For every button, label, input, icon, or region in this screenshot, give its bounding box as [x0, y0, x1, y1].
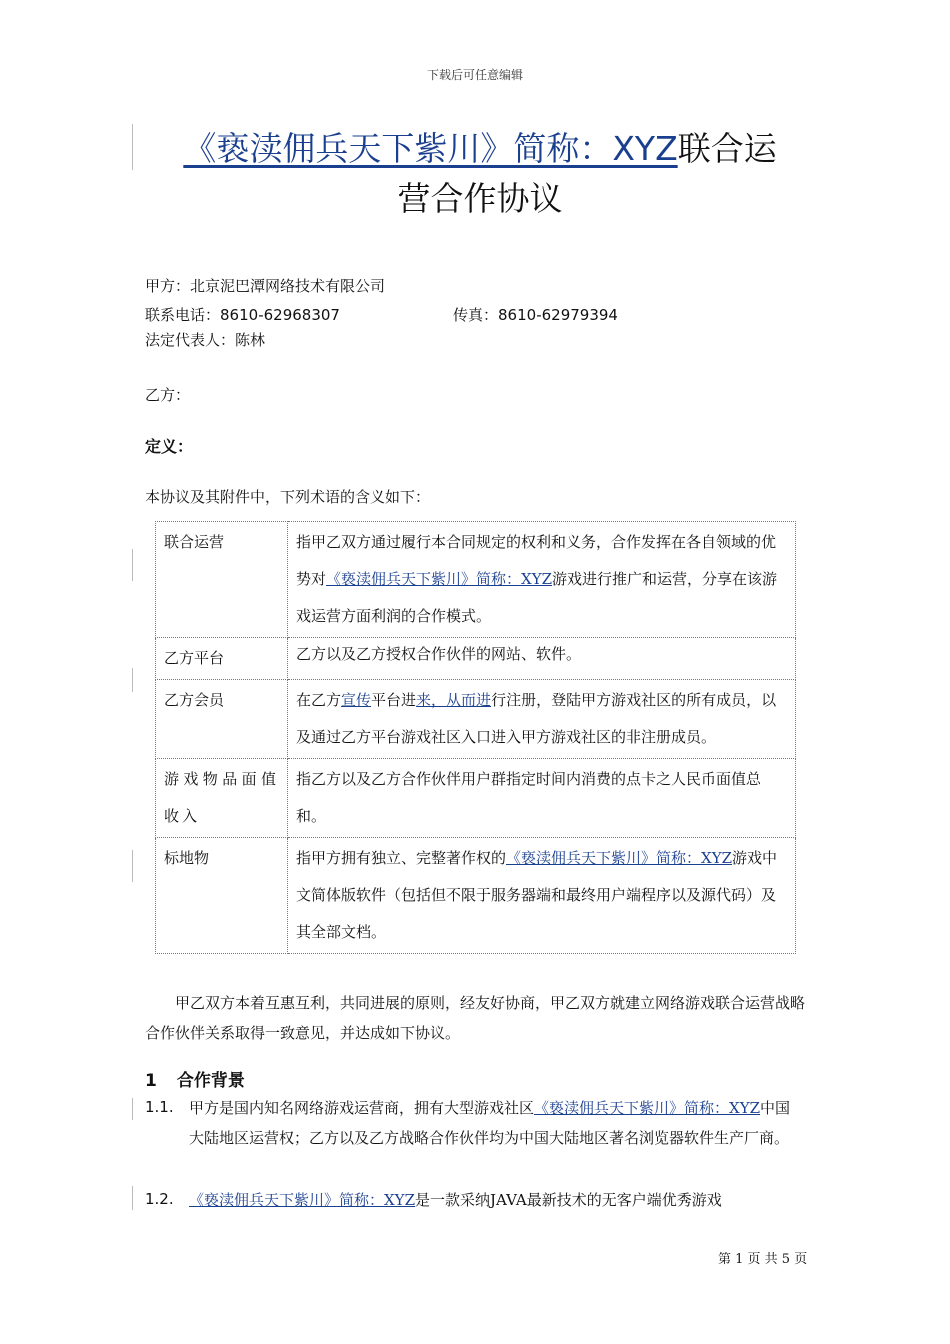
item-number: 1.1. [145, 1098, 174, 1116]
section-item [189, 1185, 799, 1215]
definition-text: 行注册，登陆甲方游戏社区的所有成员，以及通过乙方平台游戏社区入口进入甲方游戏社区的非注册成员。 [296, 691, 777, 746]
revision-mark [132, 1186, 133, 1210]
fax-value: 8610-62979394 [498, 306, 618, 324]
game-link[interactable]: 《亵渎佣兵天下紫川》简称：XYZ [326, 570, 553, 588]
term-cell: 游戏物品面值收入 [156, 759, 288, 838]
definitions-heading: 定义： [145, 437, 194, 456]
revision-mark [132, 1098, 133, 1120]
party-a-representative: 法定代表人：陈林 [145, 331, 266, 349]
title-game-link[interactable]: 《亵渎佣兵天下紫川》简称：XYZ [183, 129, 678, 168]
game-link[interactable]: 《亵渎佣兵天下紫川》简称：XYZ [534, 1099, 761, 1117]
definition-text: 平台进 [371, 691, 417, 709]
item-text: 是一款采纳JAVA最新技术的无客户端优秀游戏 [415, 1191, 722, 1209]
definition-link[interactable]: 来，从而进 [416, 691, 492, 709]
revision-mark [132, 668, 133, 692]
fax-label: 传真： [453, 306, 499, 324]
revision-mark [132, 549, 133, 581]
definition-text: 游戏中文简体版软件（包括但不限于服务器端和最终用户端程序以及源代码）及其全部文档。 [296, 849, 778, 941]
definition-text: 指甲方拥有独立、完整著作权的 [296, 849, 507, 867]
header-note: 下载后可任意编辑 [426, 68, 523, 82]
party-a-phone [145, 305, 340, 325]
table-row [156, 638, 796, 680]
definition-cell [288, 522, 796, 638]
definition-text: 指甲乙双方通过履行本合同规定的权利和义务，合作发挥在各自领域的优势对 [296, 533, 777, 588]
table-row [156, 680, 796, 759]
definition-text: 在乙方 [296, 691, 342, 709]
table-row [156, 522, 796, 638]
game-link[interactable]: 《亵渎佣兵天下紫川》简称：XYZ [189, 1191, 416, 1209]
term-cell: 标地物 [156, 838, 288, 954]
section-item [189, 1093, 799, 1153]
section-title: 合作背景 [176, 1071, 245, 1091]
item-text: 中国大陆地区运营权；乙方以及乙方战略合作伙伴均为中国大陆地区著名浏览器软件生产厂商。 [189, 1099, 791, 1147]
term-cell: 乙方平台 [156, 638, 288, 680]
definitions-intro: 本协议及其附件中，下列术语的含义如下： [145, 488, 431, 506]
document-title-line2: 营合作协议 [397, 179, 563, 218]
definition-link[interactable]: 宣传 [341, 691, 372, 709]
preamble-paragraph: 甲乙双方本着互惠互利，共同进展的原则，经友好协商，甲乙双方就建立网络游戏联合运营战略合作伙伴关系取得一致意见，并达成如下协议。 [145, 994, 806, 1042]
item-number: 1.2. [145, 1190, 174, 1208]
revision-mark [132, 124, 133, 170]
party-a-name: 甲方：北京泥巴潭网络技术有限公司 [145, 277, 386, 295]
term-cell: 乙方会员 [156, 680, 288, 759]
definitions-table [155, 521, 796, 954]
phone-label: 联系电话： [145, 306, 221, 324]
item-text: 甲方是国内知名网络游戏运营商，拥有大型游戏社区 [189, 1099, 535, 1117]
game-link[interactable]: 《亵渎佣兵天下紫川》简称：XYZ [506, 849, 733, 867]
document-title-line1 [140, 126, 820, 172]
party-b-name: 乙方： [145, 386, 191, 404]
title-suffix: 联合运 [677, 129, 777, 168]
definition-cell [288, 680, 796, 759]
definition-cell [288, 838, 796, 954]
section-number: 1 [145, 1071, 157, 1091]
term-cell: 联合运营 [156, 522, 288, 638]
definition-cell: 乙方以及乙方授权合作伙伴的网站、软件。 [288, 638, 796, 680]
section-1-heading [145, 1066, 245, 1091]
definition-cell: 指乙方以及乙方合作伙伴用户群指定时间内消费的点卡之人民币面值总和。 [288, 759, 796, 838]
table-row [156, 838, 796, 954]
party-a-fax [453, 305, 618, 325]
revision-mark [132, 850, 133, 882]
phone-value: 8610-62968307 [220, 306, 340, 324]
definition-text: 游戏进行推广和运营，分享在该游戏运营方面利润的合作模式。 [296, 570, 778, 625]
page-footer: 第 1 页 共 5 页 [718, 1252, 808, 1267]
table-row [156, 759, 796, 838]
